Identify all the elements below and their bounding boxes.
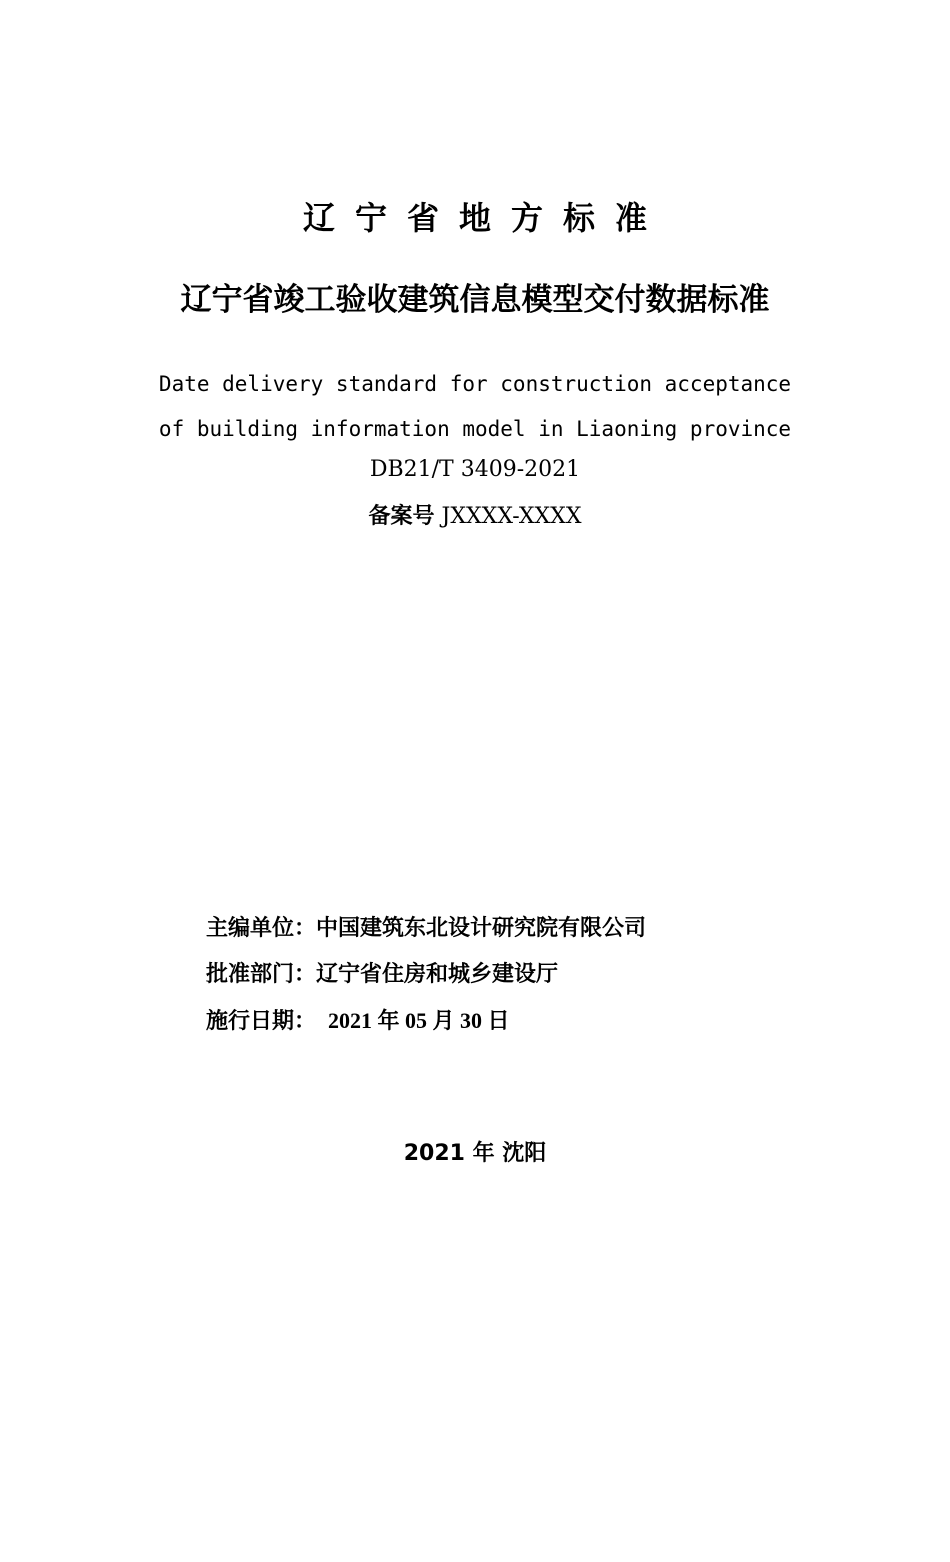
standard-type-heading: 辽宁省地方标准 [302,199,667,237]
editor-row [206,906,646,952]
footer-year-place: 2021 年 沈阳 [403,1141,547,1166]
filing-number-label: 备案号 [368,504,435,529]
effective-date-label: 施行日期： [206,1009,317,1034]
title-english [0,362,950,452]
effective-date-value: 2021 年 05 月 30 日 [328,1008,510,1033]
editor-label: 主编单位： [206,916,317,941]
approver-row [206,952,646,998]
standard-number: DB21/T 3409-2021 [369,457,581,482]
approver-value: 辽宁省住房和城乡建设厅 [316,962,559,987]
filing-number-value: JXXXX-XXXX [441,504,582,529]
title-chinese: 辽宁省竣工验收建筑信息模型交付数据标准 [180,282,770,318]
approver-label: 批准部门： [206,962,317,987]
title-english-line-2: of building information model in Liaoning province [158,417,792,441]
editor-value: 中国建筑东北设计研究院有限公司 [316,916,647,941]
title-english-line-1: Date delivery standard for construction acceptance [158,372,792,396]
filing-number-row [0,499,950,535]
info-block [206,906,646,1044]
effective-date-row [206,998,646,1044]
